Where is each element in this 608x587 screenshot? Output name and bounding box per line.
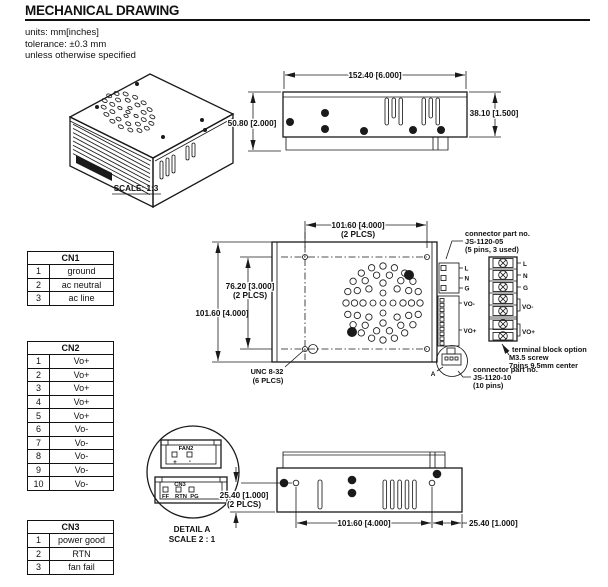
ac-note-3: (5 pins, 3 used) xyxy=(465,245,519,254)
detail-a-scale: SCALE 2 : 1 xyxy=(168,535,216,544)
table-cell: ac neutral xyxy=(50,278,114,292)
dc-note-3: (10 pins) xyxy=(473,381,504,390)
table-cell: Vo- xyxy=(50,450,114,464)
cn2-title: CN2 xyxy=(28,342,114,355)
table-cell: Vo- xyxy=(50,436,114,450)
note-units: units: mm[inches] xyxy=(25,27,99,38)
table-cell: Vo+ xyxy=(50,382,114,396)
cn3-label: CN3 xyxy=(174,482,186,488)
top-dim-holes-h: 101.60 [4.000] xyxy=(331,221,385,230)
table-cell: ground xyxy=(50,265,114,279)
side-vent-slots xyxy=(385,98,440,125)
cn3-title: CN3 xyxy=(28,521,114,534)
table-cell: RTN xyxy=(50,547,114,561)
table-cell: 2 xyxy=(28,368,50,382)
ac-inlet-connector xyxy=(439,263,459,293)
table-cell: 1 xyxy=(28,265,50,279)
table-cell: Vo- xyxy=(50,463,114,477)
side-dim-body-height: 38.10 [1.500] xyxy=(469,109,519,118)
detail-a-balloon xyxy=(437,346,468,377)
iso-screw-holes xyxy=(95,82,207,139)
tb-note-2: M3.5 screw xyxy=(509,353,549,362)
table-cell: Vo+ xyxy=(50,395,114,409)
table-cell: 1 xyxy=(28,355,50,369)
top-dim-depth: 101.60 [4.000] xyxy=(195,309,249,318)
ac-pin-l: L xyxy=(464,265,469,273)
table-cell: 3 xyxy=(28,561,50,575)
table-cell: 10 xyxy=(28,477,50,491)
side-view xyxy=(228,71,519,151)
table-cell: 8 xyxy=(28,450,50,464)
thread-callout: UNC 8-32 xyxy=(250,367,284,376)
bottom-view xyxy=(220,452,518,528)
tb-label-g: G xyxy=(523,285,528,292)
top-view xyxy=(195,221,476,385)
table-cell: Vo- xyxy=(50,477,114,491)
cn3-pin-rtn: RTN xyxy=(175,494,187,500)
bottom-flange xyxy=(283,452,445,468)
side-dim-width: 152.40 [6.000] xyxy=(348,71,402,80)
bottom-dim-offset-note: (2 PLCS) xyxy=(226,500,262,509)
ac-pin-n: N xyxy=(464,275,470,283)
tb-label-n: N xyxy=(523,273,528,280)
table-cell: Vo+ xyxy=(50,355,114,369)
cn1-title: CN1 xyxy=(28,252,114,265)
ac-note-1: connector part no. xyxy=(465,229,530,238)
iso-right-face xyxy=(153,114,233,207)
table-cell: 1 xyxy=(28,534,50,548)
table-cell: 5 xyxy=(28,409,50,423)
iso-scale-label: SCALE: 1:3 xyxy=(113,184,159,193)
bottom-vent-slots xyxy=(318,480,416,509)
table-cell: fan fail xyxy=(50,561,114,575)
bottom-dim-span: 101.60 [4.000] xyxy=(337,519,391,528)
bottom-open-holes xyxy=(293,480,435,486)
top-dim-holes-v: 76.20 [3.000] xyxy=(225,282,275,291)
table-cell: 3 xyxy=(28,382,50,396)
table-cell: 9 xyxy=(28,463,50,477)
side-dim-height: 50.80 [2.000] xyxy=(227,119,277,128)
table-cell: power good xyxy=(50,534,114,548)
cn3-pin-pg: PG xyxy=(190,494,199,500)
terminal-screws xyxy=(499,259,508,341)
detail-a-view xyxy=(147,426,239,544)
tb-label-vop: VO+ xyxy=(522,329,535,336)
table-cell: 4 xyxy=(28,395,50,409)
fan2-label: FAN2 xyxy=(178,446,194,452)
ac-note-2: JS-1120-05 xyxy=(465,237,504,246)
dc-neg-label: VO- xyxy=(463,301,475,308)
iso-top-face xyxy=(70,74,233,158)
terminal-block xyxy=(489,257,587,370)
dc-pos-label: VO+ xyxy=(463,328,477,335)
ac-pin-g: G xyxy=(464,285,470,293)
cn3-pin-ff: FF xyxy=(161,494,170,500)
cn3-connector xyxy=(155,477,227,503)
table-cell: 6 xyxy=(28,422,50,436)
tb-label-l: L xyxy=(523,261,527,268)
detail-marker-label: A xyxy=(430,371,436,378)
table-cell: 2 xyxy=(28,547,50,561)
thread-callout-note: (6 PLCS) xyxy=(252,376,284,385)
fan2-minus: - xyxy=(188,458,192,465)
bottom-screw-holes xyxy=(280,470,442,498)
iso-view xyxy=(70,74,233,207)
top-body xyxy=(272,242,437,362)
fan2-plus: + xyxy=(173,459,177,466)
side-flange xyxy=(286,137,448,150)
table-cell: Vo+ xyxy=(50,368,114,382)
page-title: MECHANICAL DRAWING xyxy=(25,3,180,18)
bottom-dim-right: 25.40 [1.000] xyxy=(469,519,518,528)
table-cell: 3 xyxy=(28,292,50,306)
side-screw-holes xyxy=(286,109,445,135)
table-cell: Vo+ xyxy=(50,409,114,423)
table-cell: 2 xyxy=(28,278,50,292)
tb-note-1: terminal block option xyxy=(512,345,587,354)
bottom-dim-offset: 25.40 [1.000] xyxy=(219,491,269,500)
dc-note-2: JS-1120-10 xyxy=(473,373,512,382)
detail-a-caption: DETAIL A xyxy=(173,525,211,534)
note-unless: unless otherwise specified xyxy=(25,50,136,61)
dc-note-1: connector part no. xyxy=(473,365,538,374)
fan-grille-iso xyxy=(94,83,161,141)
fan2-connector xyxy=(161,440,221,468)
tb-note-3: 7pins 9.5mm center xyxy=(509,361,579,370)
table-cell: 7 xyxy=(28,436,50,450)
note-tolerance: tolerance: ±0.3 mm xyxy=(25,38,107,50)
tb-label-von: VO- xyxy=(522,304,534,311)
table-cell: ac line xyxy=(50,292,114,306)
table-cell: Vo- xyxy=(50,422,114,436)
top-dim-holes-h-note: (2 PLCS) xyxy=(340,230,376,239)
top-dim-holes-v-note: (2 PLCS) xyxy=(232,291,268,300)
